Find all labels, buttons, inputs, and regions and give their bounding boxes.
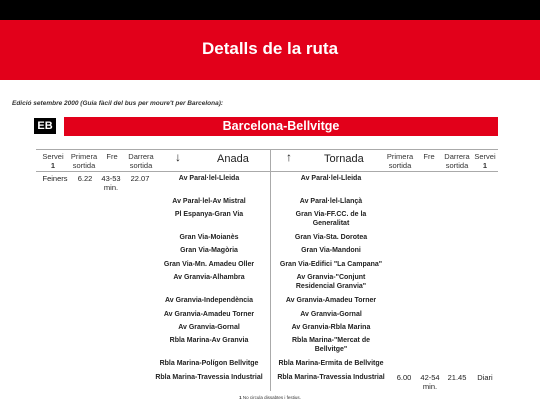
col-darrera-label: Darrera — [128, 152, 154, 161]
tornada-stop: Rbla Marina-Travessia Industrial — [277, 374, 385, 381]
anada-stop: Av Paral·lel-Lleida — [178, 175, 240, 182]
col-primera-label: Primera — [70, 152, 98, 161]
col-servei-header — [38, 152, 68, 170]
r-darrera-value: 21.45 — [447, 373, 467, 382]
top-black-bar — [0, 0, 540, 20]
fre-value — [99, 174, 123, 192]
tornada-stop: Av Paral·lel-Llançà — [299, 198, 363, 205]
anada-stop: Gran Via-Magòria — [180, 247, 238, 254]
col-r-darrera-label: Darrera — [444, 152, 470, 161]
primera-value: 6.22 — [77, 174, 93, 183]
col-primera-header — [68, 152, 100, 170]
page-title: Detalls de la ruta — [201, 39, 339, 58]
r-fre-range: 42-54 — [420, 373, 440, 382]
column-divider — [270, 149, 271, 391]
col-r-servei-header — [472, 152, 498, 170]
arrow-down-icon: ↓ — [175, 150, 181, 164]
anada-stop: Gran Via-Moianès — [179, 234, 239, 241]
tornada-stop: Av Granvia-Gornal — [300, 311, 362, 318]
tornada-stop: Av Granvia-Amadeu Torner — [285, 297, 377, 304]
fre-range: 43-53 — [101, 174, 121, 183]
header-banner — [0, 20, 540, 80]
col-r-darrera-header — [440, 152, 474, 170]
col-r-fre-header — [419, 152, 439, 161]
tornada-stop: Gran Via-Sta. Dorotea — [294, 234, 368, 241]
anada-stop: Pl Espanya-Gran Via — [174, 211, 244, 218]
route-banner — [64, 117, 498, 136]
col-servei-note: 1 — [50, 161, 56, 170]
col-r-fre-label: Fre — [423, 152, 435, 161]
r-fre-unit: min. — [422, 382, 438, 391]
anada-stop: Av Granvia-Independència — [164, 297, 254, 304]
fre-unit: min. — [103, 183, 119, 192]
col-primera-sub: sortida — [72, 161, 96, 170]
tornada-stop: Gran Via-Mandoni — [301, 247, 361, 254]
tornada-stop: Rbla Marina-"Mercat de Bellvitge" — [291, 337, 370, 353]
tornada-stop: Av Granvia-"Conjunt Residencial Granvia" — [295, 274, 367, 290]
anada-stop: Av Granvia-Gornal — [178, 324, 240, 331]
col-darrera-sub: sortida — [129, 161, 153, 170]
col-fre-header — [101, 152, 123, 161]
r-fre-value — [419, 373, 441, 391]
arrow-up-icon: ↑ — [286, 150, 292, 164]
tornada-heading: Tornada — [324, 153, 364, 165]
route-name: Barcelona-Bellvitge — [222, 119, 340, 133]
col-darrera-header — [124, 152, 158, 170]
col-r-primera-header — [382, 152, 418, 170]
col-r-primera-label: Primera — [386, 152, 414, 161]
footnote — [0, 395, 540, 400]
tornada-stop: Gran Via-FF.CC. de la Generalitat — [295, 211, 367, 227]
col-r-servei-label: Servei — [474, 152, 496, 161]
r-primera-value: 6.00 — [396, 373, 412, 382]
line-badge: EB — [34, 118, 56, 134]
anada-stop: Rbla Marina-Polígon Bellvitge — [159, 360, 259, 367]
servei-value: Feiners — [42, 174, 68, 183]
tornada-stop: Rbla Marina-Ermita de Bellvitge — [278, 360, 384, 367]
col-r-servei-note: 1 — [482, 161, 488, 170]
anada-stop: Gran Via-Mn. Amadeu Oller — [163, 261, 255, 268]
table-header-rule — [36, 171, 498, 172]
r-servei-value: Diari — [477, 373, 493, 382]
col-r-primera-sub: sortida — [388, 161, 412, 170]
anada-heading: Anada — [217, 153, 249, 165]
footnote-num: 1 — [239, 395, 242, 400]
tornada-stop: Av Granvia-Rbla Marina — [291, 324, 371, 331]
anada-stop: Av Granvia-Amadeu Torner — [163, 311, 255, 318]
col-servei-label: Servei — [42, 152, 64, 161]
anada-stop: Rbla Marina-Av Granvia — [169, 337, 249, 344]
tornada-stop: Av Paral·lel-Lleida — [300, 175, 362, 182]
col-r-darrera-sub: sortida — [445, 161, 469, 170]
anada-stop: Rbla Marina-Travessia Industrial — [155, 374, 263, 381]
footnote-text: No circula dissabtes i festius. — [241, 395, 301, 400]
anada-stop: Av Granvia-Alhambra — [173, 274, 245, 281]
edition-note: Edició setembre 2000 (Guia fàcil del bus per moure't per Barcelona): — [12, 100, 224, 107]
col-fre-label: Fre — [106, 152, 118, 161]
anada-stop: Av Paral·lel-Av Mistral — [172, 198, 246, 205]
table-top-rule — [36, 149, 498, 150]
tornada-stop: Gran Via-Edifici "La Campana" — [279, 261, 383, 268]
darrera-value: 22.07 — [130, 174, 150, 183]
